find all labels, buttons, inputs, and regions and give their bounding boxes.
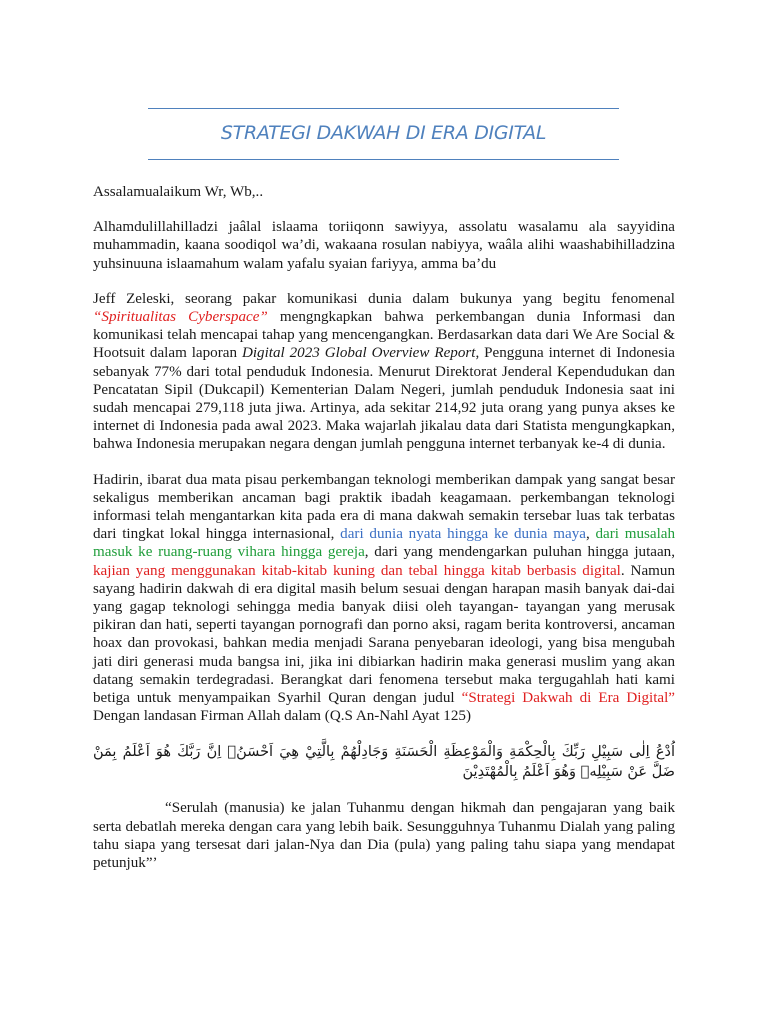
speech-theme: “Strategi Dakwah di Era Digital” (461, 690, 675, 707)
highlight-blue: dari dunia nyata hingga ke dunia maya (340, 526, 586, 543)
highlight-green: dari musalah masuk ke ruang-ruang vihara hingga gereja (93, 526, 676, 561)
document-title: STRATEGI DAKWAH DI ERA DIGITAL (220, 122, 547, 144)
report-title: Digital 2023 Global Overview Report (241, 345, 476, 362)
para2-tail: Dengan landasan Firman Allah dalam (Q.S An-Nahl Ayat 125) (93, 708, 471, 725)
paragraph-technology (93, 471, 675, 726)
highlight-red: kajian yang menggunakan kitab-kitab kuning dan tebal hingga kitab berbasis digital (93, 562, 621, 579)
para2-rest: . Namun sayang hadirin dakwah di era digital masih belum sesuai dengan harapan masih banyak dai-dai yang gagap teknologi sehingga media banyak diisi oleh tayangan- tayangan yang merusak pikiran dan hati, seperti tayangan pornografi dan porno aksi, ragam berita kontroversi, ancaman hoax dan provokasi, bahkan media menjadi Sarana penyebaran ideologi, yang bisa mengubah jati diri generasi muda bangsa ini, jika ini dibiarkan hadirin maka generasi muslim yang akan datang semakin terdegradasi. Berangkat dari fenomena tersebut maka tergugahlah hati kami betiga untuk menyampaikan Syarhil Quran dengan judul (93, 562, 675, 707)
title-bottom-rule (148, 159, 619, 160)
arabic-verse: اُدْعُ اِلٰى سَبِيْلِ رَبِّكَ بِالْحِكْمَةِ وَالْمَوْعِظَةِ الْحَسَنَةِ وَجَادِلْهُمْ بِالَّتِيْ هِيَ اَحْسَنُۗ اِنَّ رَبَّكَ هُوَ اَعْلَمُ بِمَنْ ضَلَّ عَنْ سَبِيْلِهٖ وَهُوَ اَعْلَمُ بِالْمُهْتَدِيْنَ (93, 744, 675, 781)
para1-lead: Jeff Zeleski, seorang pakar komunikasi dunia dalam bukunya yang begitu fenomenal (93, 290, 675, 307)
title-top-rule (148, 108, 619, 109)
para1-rest: , Pengguna internet di Indonesia sebanyak 77% dari total penduduk Indonesia. Menurut Direktorat Jenderal Kependudukan dan Pencatatan Sipil (Dukcapil) Kementerian Dalam Negeri, jumlah penduduk Indonesia saat ini sudah mencapai 279,118 juta jiwa. Artinya, ada sekitar 214,92 juta orang yang punya akses ke internet di Indonesia pada awal 2023. Maka wajarlah jikalau data dari Statista mengungkapkan, bahwa Indonesia merupakan negara dengan jumlah pengguna internet terbanyak ke-4 di dunia. (93, 345, 675, 453)
greeting: Assalamualaikum Wr, Wb,.. (93, 184, 264, 200)
book-title: “Spiritualitas Cyberspace” (93, 309, 268, 326)
para2-sep2: , dari yang mendengarkan puluhan hingga jutaan, (364, 544, 676, 561)
document-body (93, 183, 675, 872)
verse-translation: “Serulah (manusia) ke jalan Tuhanmu dengan hikmah dan pengajaran yang baik serta debatlah mereka dengan cara yang lebih baik. Sesungguhnya Tuhanmu Dialah yang paling tahu siapa yang tersesat dari jalan-Nya dan Dia (pula) yang paling tahu siapa yang mendapat petunjuk”’ (93, 800, 675, 872)
para1-mid: mengngkapkan bahwa perkembangan dunia Informasi dan komunikasi telah mencapai tahap yang mencengangkan. Berdasarkan data dari We Are Social & Hootsuit dalam laporan (93, 309, 675, 362)
para2-lead: Hadirin, ibarat dua mata pisau perkembangan teknologi memberikan dampak yang sangat besar sekaligus memberikan ancaman bagi praktik ibadah keagamaan. perkembangan teknologi informasi telah mengantarkan kita pada era di mana dakwah semakin tersebar luas tak terbatas dari tingkat lokal hingga internasional, (93, 471, 675, 543)
opening-paragraph: Alhamdulillahilladzi jaâlal islaama toriiqonn sawiyya, assolatu wasalamu ala sayyidina muhammadin, kaana soodiqol wa’di, wakaana rosulan nabiyya, waâla alihi waashabihilladzina yuhsinuuna islaamahum walam yafalu syaian fariyya, amma ba’du (93, 219, 675, 272)
para2-sep1: , (585, 526, 596, 543)
paragraph-statistics (93, 290, 675, 454)
